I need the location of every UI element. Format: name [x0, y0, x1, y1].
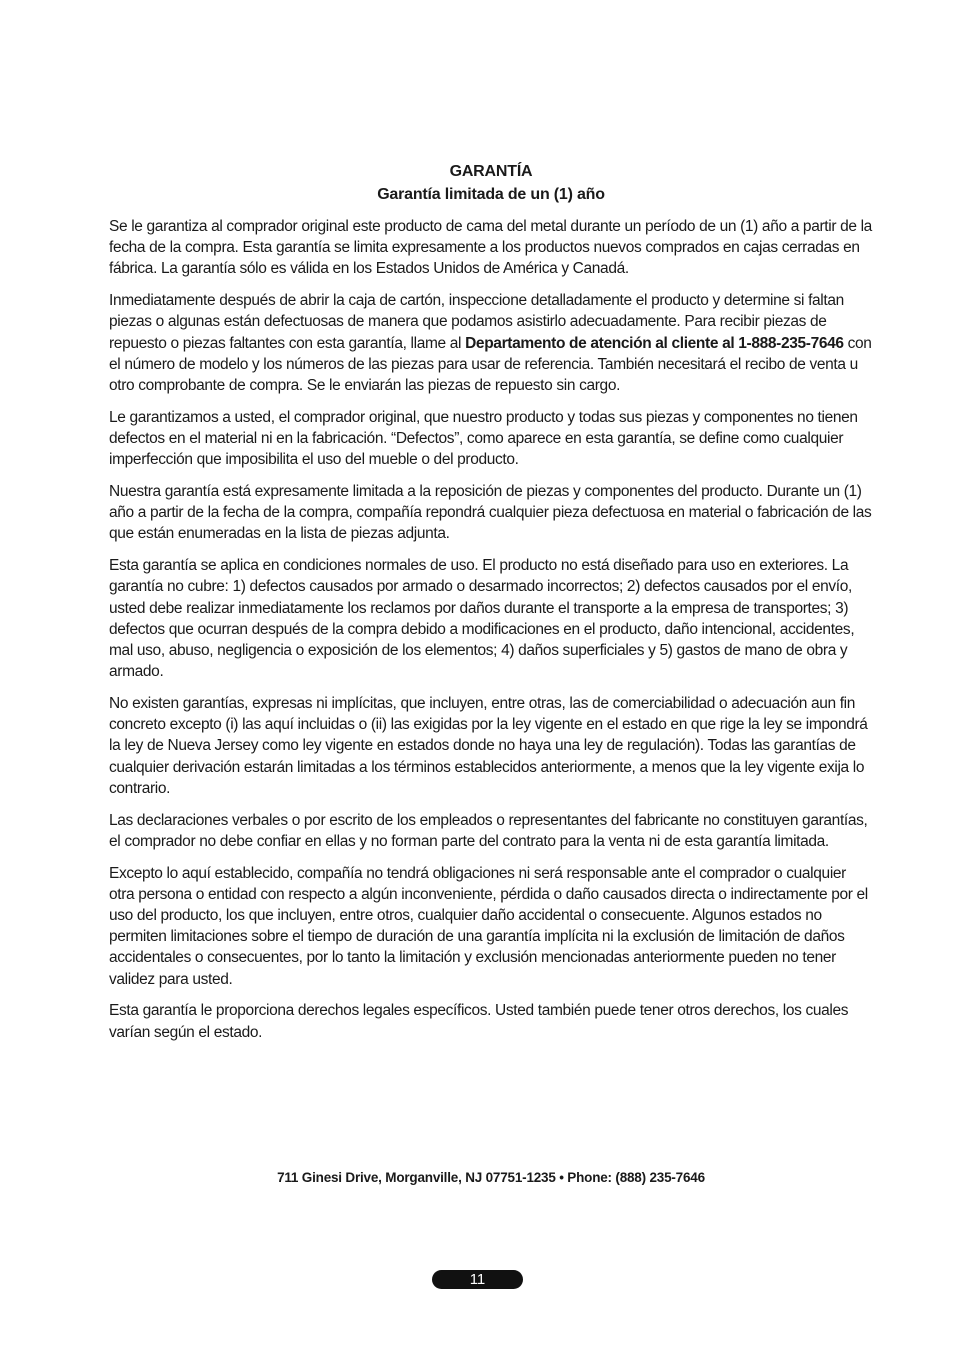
- paragraph-inspection-text-end: con el número de modelo y los números de las piezas para usar de referencia. También necesitará el recibo de venta u otro comprobante de compra. Se le enviarán las piezas de repuesto sin cargo.: [109, 334, 872, 395]
- warranty-heading: [0, 160, 954, 206]
- paragraph-replacement: Nuestra garantía está expresamente limitada a la reposición de piezas y componentes del producto. Durante un (1) año a partir de la fecha de la compra, compañía repondrá cualquier pieza defectuosa en material o fabricación de las que están enumeradas en la lista de piezas adjunta.: [109, 483, 872, 543]
- page-number: 11: [432, 1270, 523, 1289]
- paragraph-liability: Excepto lo aquí establecido, compañía no tendrá obligaciones ni será responsable ante el comprador o cualquier otra persona o entidad con respecto a algún inconveniente, pérdida o daño causados directa o indirectamente por el uso del producto, los que incluyen, entre otros, cualquier daño accidental o consecuente. Algunos estados no permiten limitaciones sobre el tiempo de duración de una garantía implícita ni la exclusión de limitación de daños accidentales o consecuentes, por lo tanto la limitación y exclusión mencionadas anteriormente pueden no tener validez para usted.: [109, 864, 868, 988]
- customer-service-phone: Departamento de atención al cliente al 1-888-235-7646: [465, 334, 844, 352]
- paragraph-verbal-statements: Las declaraciones verbales o por escrito de los empleados o representantes del fabricante no constituyen garantías, el comprador no debe confiar en ellas y no forman parte del contrato para la venta ni de esta garantía limitada.: [109, 811, 868, 850]
- page-subtitle: Garantía limitada de un (1) año: [377, 186, 605, 203]
- paragraph-implied-warranties: No existen garantías, expresas ni implícitas, que incluyen, entre otras, las de comerciabilidad o adecuación aun fin concreto excepto (i) las aquí incluidas o (ii) las exigidas por la ley vigente en el estado en que rige la ley se impondrá la ley de Nueva Jersey como ley vigente en estados donde no haya una ley de regulación). Todas las garantías de cualquier derivación estarán limitadas a los términos establecidos anteriormente, a menos que la ley vigente exija lo contrario.: [109, 695, 868, 797]
- paragraph-defects: Le garantizamos a usted, el comprador original, que nuestro producto y todas sus piezas y componentes no tienen defectos en el material ni en la fabricación. “Defectos”, como aparece en esta garantía, se define como cualquier imperfección que imposibilita el uso del mueble o del producto.: [109, 408, 858, 469]
- paragraph-inspection-text: Inmediatamente después de abrir la caja de cartón, inspeccione detalladamente el producto y determine si faltan piezas o algunas están defectuosas de manera que podamos asistirlo adecuadamente. Para recibir piezas de repuesto o piezas faltantes con esta garantía, llame al: [109, 292, 844, 352]
- paragraph-exclusions: Esta garantía se aplica en condiciones normales de uso. El producto no está diseñado para uso en exteriores. La garantía no cubre: 1) defectos causados por armado o desarmado incorrectos; 2) defectos causados por el envío, usted debe realizar inmediatamente los reclamos por daños durante el transporte a la empresa de transportes; 3) defectos que ocurran después de la compra debido a modificaciones en el producto, daño intencional, accidentes, mal uso, abuso, negligencia o exposición de los elementos; 4) daños superficiales y 5) gastos de mano de obra y armado.: [109, 557, 855, 681]
- warranty-body: [109, 216, 873, 1053]
- page-title: GARANTÍA: [449, 163, 533, 180]
- paragraph-legal-rights: Esta garantía le proporciona derechos legales específicos. Usted también puede tener otros derechos, los cuales varían según el estado.: [109, 1002, 849, 1041]
- footer-address: 711 Ginesi Drive, Morganville, NJ 07751-1235 • Phone: (888) 235-7646: [277, 1170, 705, 1185]
- paragraph-coverage: Se le garantiza al comprador original este producto de cama del metal durante un período de un (1) año a partir de la fecha de la compra. Esta garantía se limita expresamente a los productos nuevos comprados en cajas cerradas en fábrica. La garantía sólo es válida en los Estados Unidos de América y Canadá.: [109, 218, 872, 278]
- paragraph-inspection: [109, 290, 873, 396]
